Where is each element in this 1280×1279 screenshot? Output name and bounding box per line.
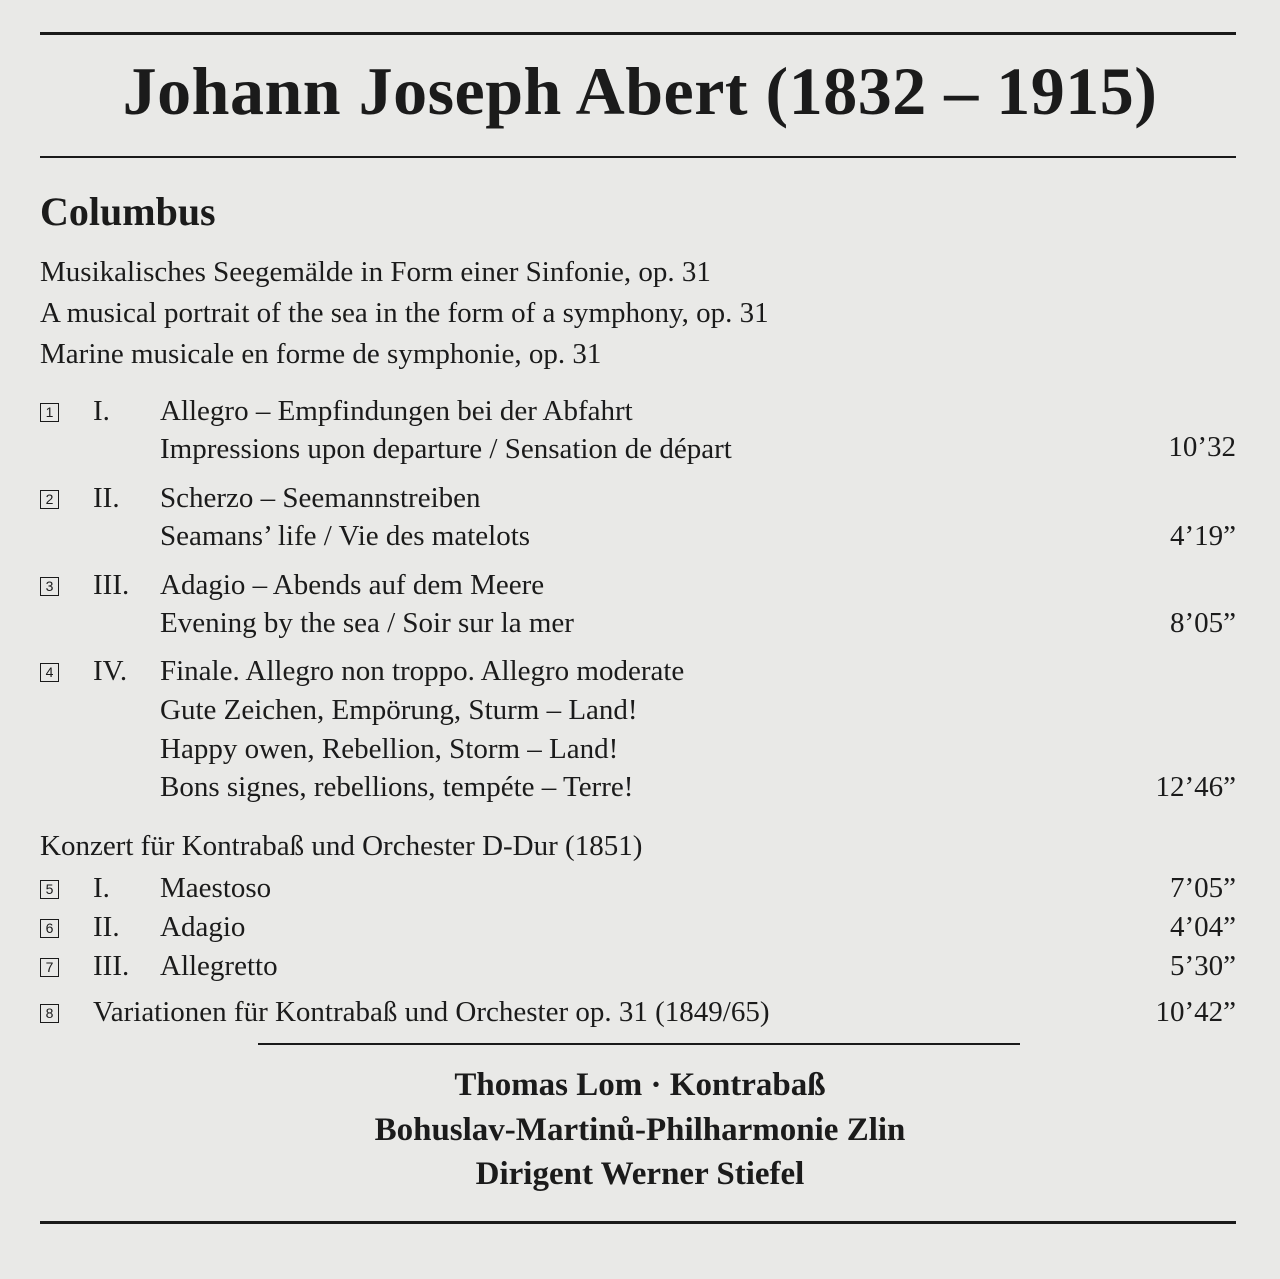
movement-numeral: II. bbox=[93, 482, 120, 514]
movement-translation: Evening by the sea / Soir sur la mer bbox=[160, 607, 574, 639]
track-number-box: 5 bbox=[40, 880, 59, 899]
track-number-box: 2 bbox=[40, 490, 59, 509]
track-number-box: 4 bbox=[40, 663, 59, 682]
movement-title: Allegro – Empfindungen bei der Abfahrt bbox=[160, 395, 633, 427]
movement-title: Allegretto bbox=[160, 950, 278, 982]
track-number-box: 1 bbox=[40, 403, 59, 422]
track-number-box: 7 bbox=[40, 958, 59, 977]
movement-numeral: I. bbox=[93, 395, 110, 427]
track-duration: 8’05” bbox=[1169, 607, 1236, 639]
movement-translation-english: Happy owen, Rebellion, Storm – Land! bbox=[160, 733, 619, 765]
movement-title: Finale. Allegro non troppo. Allegro moderate bbox=[160, 655, 685, 687]
movement-translation: Seamans’ life / Vie des matelots bbox=[160, 520, 531, 552]
track-duration: 10’42” bbox=[1155, 996, 1236, 1028]
movement-title: Adagio bbox=[160, 911, 246, 943]
track-duration: 10’32 bbox=[1168, 431, 1236, 463]
subtitle-german: Musikalisches Seegemälde in Form einer Sinfonie, op. 31 bbox=[40, 256, 711, 288]
top-rule bbox=[40, 32, 1236, 35]
track-duration: 7’05” bbox=[1169, 872, 1236, 904]
movement-numeral: II. bbox=[93, 911, 120, 943]
movement-translation: Impressions upon departure / Sensation de départ bbox=[160, 433, 732, 465]
orchestra-credit: Bohuslav-Martinů-Philharmonie Zlin bbox=[374, 1112, 906, 1148]
movement-translation-french: Bons signes, rebellions, tempéte – Terre! bbox=[160, 771, 634, 803]
bottom-rule bbox=[40, 1221, 1236, 1224]
concerto-title: Konzert für Kontrabaß und Orchester D-Dur (1851) bbox=[40, 830, 643, 862]
soloist-credit: Thomas Lom · Kontrabaß bbox=[454, 1067, 826, 1103]
movement-title: Maestoso bbox=[160, 872, 272, 904]
credits-rule bbox=[258, 1043, 1020, 1045]
track-duration: 12’46” bbox=[1155, 771, 1236, 803]
title-underline bbox=[40, 156, 1236, 158]
variations-title: Variationen für Kontrabaß und Orchester op. 31 (1849/65) bbox=[93, 996, 770, 1028]
track-number-box: 3 bbox=[40, 577, 59, 596]
track-number-box: 6 bbox=[40, 919, 59, 938]
track-duration: 4’19” bbox=[1169, 520, 1236, 552]
track-duration: 5’30” bbox=[1169, 950, 1236, 982]
movement-translation-german: Gute Zeichen, Empörung, Sturm – Land! bbox=[160, 694, 638, 726]
page-title: Johann Joseph Abert (1832 – 1915) bbox=[122, 53, 1158, 129]
track-duration: 4’04” bbox=[1169, 911, 1236, 943]
subtitle-english: A musical portrait of the sea in the form of a symphony, op. 31 bbox=[40, 297, 769, 329]
subtitle-french: Marine musicale en forme de symphonie, op. 31 bbox=[40, 338, 602, 370]
work-title: Columbus bbox=[40, 189, 216, 234]
movement-numeral: III. bbox=[93, 950, 130, 982]
movement-numeral: I. bbox=[93, 872, 110, 904]
conductor-credit: Dirigent Werner Stiefel bbox=[475, 1156, 805, 1192]
movement-title: Scherzo – Seemannstreiben bbox=[160, 482, 481, 514]
track-number-box: 8 bbox=[40, 1004, 59, 1023]
movement-numeral: III. bbox=[93, 569, 130, 601]
movement-title: Adagio – Abends auf dem Meere bbox=[160, 569, 545, 601]
movement-numeral: IV. bbox=[93, 655, 128, 687]
